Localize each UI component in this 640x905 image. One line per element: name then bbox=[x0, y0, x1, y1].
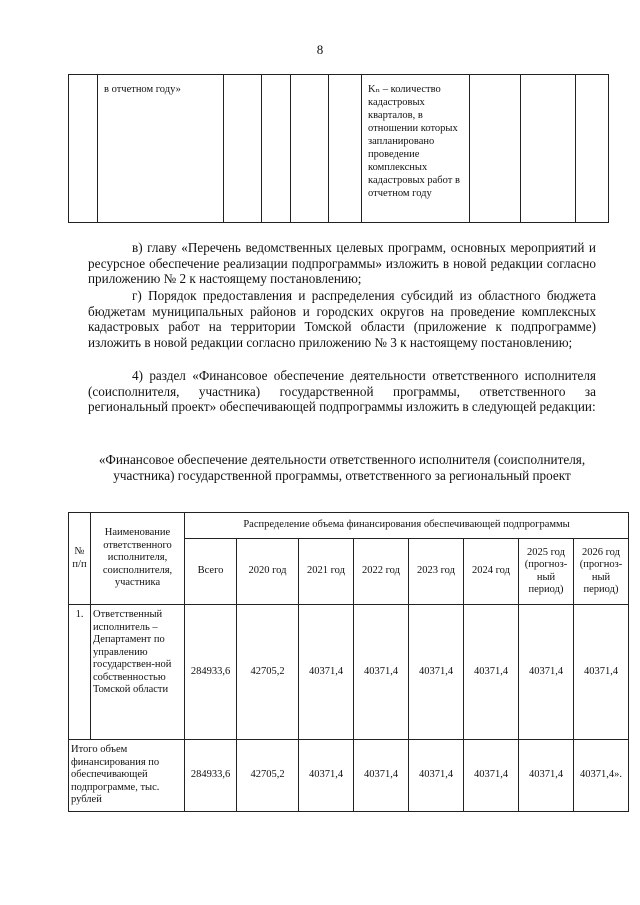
header-year: 2026 год (прогноз-ный период) bbox=[574, 539, 629, 605]
total-value: 40371,4 bbox=[464, 740, 519, 812]
header-number: № п/п bbox=[69, 513, 91, 605]
header-year: 2025 год (прогноз-ный период) bbox=[519, 539, 574, 605]
section-heading: «Финансовое обеспечение деятельности ответственного исполнителя (соисполнителя, участника) государственной программы, ответственного за региональный проект bbox=[98, 452, 586, 483]
page-number: 8 bbox=[316, 42, 324, 57]
paragraph-g: г) Порядок предоставления и распределения субсидий из областного бюджета бюджетам муниципальных районов и городских округов на проведение комплексных кадастровых работ на территории Томской области (приложение к подпрограмме) изложить в новой редакции согласно приложению № 3 к настоящему постановлению; bbox=[88, 288, 596, 351]
header-year: 2024 год bbox=[464, 539, 519, 605]
total-value: 284933,6 bbox=[185, 740, 237, 812]
row-value: 40371,4 bbox=[409, 605, 464, 740]
row-value: 42705,2 bbox=[237, 605, 299, 740]
empty-cell bbox=[262, 75, 291, 223]
paragraph-4: 4) раздел «Финансовое обеспечение деятельности ответственного исполнителя (соисполнителя, участника) государственной программы, ответственного за региональный проект» обеспечивающей подпрограммы изложить в следующей редакции: bbox=[88, 368, 596, 415]
row-value: 40371,4 bbox=[519, 605, 574, 740]
row-name: Ответственный исполнитель – Департамент по управлению государствен-ной собственностью Томской области bbox=[91, 605, 185, 740]
empty-cell bbox=[521, 75, 576, 223]
row-value: 40371,4 bbox=[464, 605, 519, 740]
header-distribution: Распределение объема финансирования обеспечивающей подпрограммы bbox=[185, 513, 629, 539]
table-row bbox=[69, 605, 629, 740]
total-label: Итого объем финансирования по обеспечивающей подпрограмме, тыс. рублей bbox=[69, 740, 185, 812]
row-value: 40371,4 bbox=[354, 605, 409, 740]
header-year: 2023 год bbox=[409, 539, 464, 605]
paragraph-v: в) главу «Перечень ведомственных целевых программ, основных мероприятий и ресурсное обеспечение реализации подпрограммы» изложить в новой редакции согласно приложению № 2 к настоящему постановлению; bbox=[88, 240, 596, 287]
empty-cell bbox=[470, 75, 521, 223]
period-cell: в отчетном году» bbox=[98, 75, 224, 223]
financing-table bbox=[68, 512, 629, 812]
header-year: 2022 год bbox=[354, 539, 409, 605]
total-value: 40371,4 bbox=[519, 740, 574, 812]
empty-cell bbox=[69, 75, 98, 223]
empty-cell bbox=[291, 75, 329, 223]
total-value: 40371,4 bbox=[299, 740, 354, 812]
row-value: 40371,4 bbox=[299, 605, 354, 740]
empty-cell bbox=[224, 75, 262, 223]
header-year: 2020 год bbox=[237, 539, 299, 605]
header-name: Наименование ответственного исполнителя, соисполнителя, участника bbox=[91, 513, 185, 605]
continuation-table bbox=[68, 74, 609, 223]
total-value: 40371,4». bbox=[574, 740, 629, 812]
row-value: 40371,4 bbox=[574, 605, 629, 740]
formula-cell: Kₙ – количество кадастровых кварталов, в отношении которых запланировано проведение комплексных кадастровых работ в отчетном году bbox=[362, 75, 470, 223]
total-value: 40371,4 bbox=[409, 740, 464, 812]
empty-cell bbox=[576, 75, 609, 223]
empty-cell bbox=[329, 75, 362, 223]
total-value: 40371,4 bbox=[354, 740, 409, 812]
total-row bbox=[69, 740, 629, 812]
row-number: 1. bbox=[69, 605, 91, 740]
header-year: 2021 год bbox=[299, 539, 354, 605]
row-value: 284933,6 bbox=[185, 605, 237, 740]
header-year: Всего bbox=[185, 539, 237, 605]
total-value: 42705,2 bbox=[237, 740, 299, 812]
